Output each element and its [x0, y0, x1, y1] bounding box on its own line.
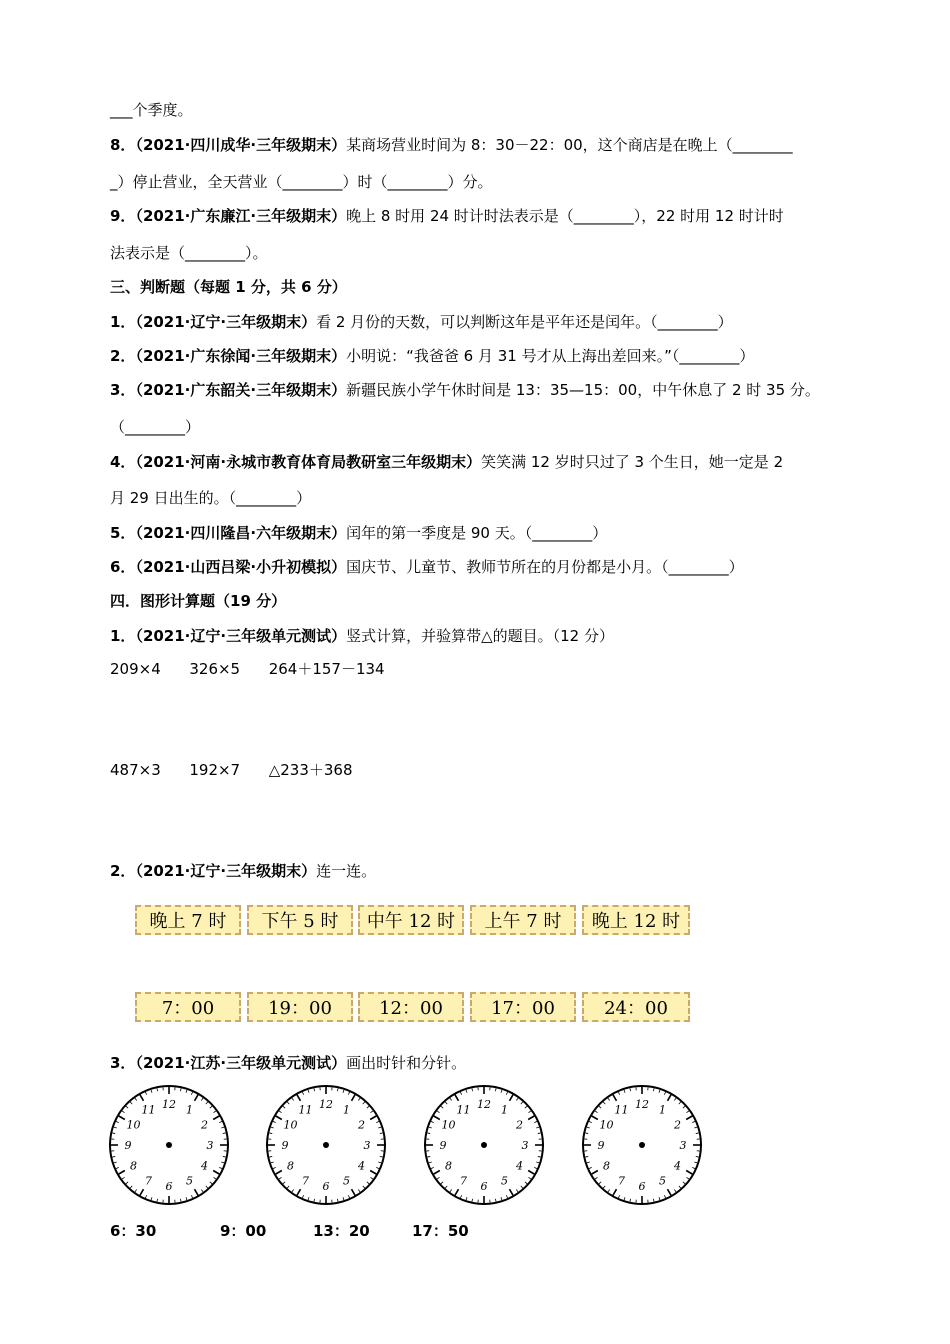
clock-number: 3 — [521, 1139, 529, 1152]
judge-2 — [110, 346, 754, 366]
clock-number: 7 — [302, 1174, 309, 1188]
calc-question-1 — [110, 626, 614, 646]
clock-face-2[interactable] — [264, 1083, 388, 1207]
c3-source: （2021·江苏·三年级单元测试） — [135, 1054, 347, 1072]
clock-face-1[interactable] — [107, 1083, 231, 1207]
clock-number: 8 — [444, 1159, 452, 1173]
j2-source: （2021·广东徐闻·三年级期末） — [135, 347, 347, 365]
clock-number: 10 — [599, 1118, 614, 1132]
clock-face-3[interactable] — [422, 1083, 546, 1207]
c3-number: 3． — [110, 1054, 136, 1072]
c1-text: 竖式计算，并验算带△的题目。（12 分） — [346, 627, 614, 645]
c1-source: （2021·辽宁·三年级单元测试） — [135, 627, 347, 645]
match-bottom-3[interactable]: 12：00 — [358, 992, 464, 1022]
c2-source: （2021·辽宁·三年级期末） — [135, 862, 317, 880]
j1-source: （2021·辽宁·三年级期末） — [135, 313, 317, 331]
clock-number: 7 — [145, 1174, 152, 1188]
j5-source: （2021·四川隆昌·六年级期末） — [135, 524, 347, 542]
j3-number: 3． — [110, 381, 136, 399]
clock-number: 10 — [126, 1118, 141, 1132]
time-label-2: 9：00 — [220, 1222, 267, 1240]
q9-source: （2021·广东廉江·三年级期末） — [135, 207, 347, 225]
match-top-1[interactable]: 晚上 7 时 — [135, 905, 241, 935]
clock-number: 10 — [441, 1118, 456, 1132]
match-bottom-2[interactable]: 19：00 — [247, 992, 353, 1022]
match-top-4[interactable]: 上午 7 时 — [470, 905, 576, 935]
clock-number: 12 — [162, 1098, 176, 1111]
c1-number: 1． — [110, 627, 136, 645]
clock-number: 7 — [460, 1174, 467, 1188]
line-quarter: ___个季度。 — [110, 101, 193, 119]
clock-number: 9 — [281, 1139, 289, 1152]
clock-number: 4 — [674, 1159, 682, 1173]
clock-center-dot — [323, 1142, 329, 1148]
clock-number: 5 — [186, 1174, 193, 1188]
j3-text: 新疆民族小学午休时间是 13：35—15：00，中午休息了 2 时 35 分。 — [346, 381, 820, 399]
clock-number: 11 — [141, 1103, 156, 1117]
c2-text: 连一连。 — [316, 862, 377, 880]
clock-center-dot — [166, 1142, 172, 1148]
match-bottom-4[interactable]: 17：00 — [470, 992, 576, 1022]
clock-number: 3 — [206, 1139, 214, 1152]
clock-number: 3 — [679, 1139, 687, 1152]
clock-number: 11 — [614, 1103, 629, 1117]
time-label-1: 6：30 — [110, 1222, 157, 1240]
q9-number: 9． — [110, 207, 136, 225]
clock-number: 8 — [602, 1159, 610, 1173]
match-top-5[interactable]: 晚上 12 时 — [582, 905, 690, 935]
c2-number: 2． — [110, 862, 136, 880]
clock-number: 11 — [298, 1103, 313, 1117]
clock-center-dot — [481, 1142, 487, 1148]
clock-number: 11 — [456, 1103, 471, 1117]
clock-number: 6 — [480, 1180, 488, 1193]
j5-text: 闰年的第一季度是 90 天。（________） — [346, 524, 608, 542]
clock-number: 2 — [516, 1118, 524, 1132]
time-label-4: 17：50 — [412, 1222, 469, 1240]
clock-number: 7 — [618, 1174, 625, 1188]
question-9 — [110, 206, 784, 226]
judge-3-answer: （________） — [110, 418, 201, 436]
clock-number: 2 — [201, 1118, 209, 1132]
clock-number: 1 — [501, 1103, 508, 1117]
match-top-3[interactable]: 中午 12 时 — [358, 905, 464, 935]
clock-number: 4 — [516, 1159, 524, 1173]
j6-source: （2021·山西吕梁·小升初模拟） — [135, 558, 347, 576]
clock-number: 3 — [363, 1139, 371, 1152]
judge-5 — [110, 523, 607, 543]
j1-number: 1． — [110, 313, 136, 331]
clock-number: 1 — [186, 1103, 193, 1117]
j4-source: （2021·河南·永城市教育体育局教研室三年级期末） — [135, 453, 482, 471]
clock-number: 1 — [343, 1103, 350, 1117]
judge-6 — [110, 557, 744, 577]
j1-text: 看 2 月份的天数，可以判断这年是平年还是闰年。（________） — [316, 313, 733, 331]
clock-number: 10 — [283, 1118, 298, 1132]
j3-source: （2021·广东韶关·三年级期末） — [135, 381, 347, 399]
q9-continued: 法表示是（________）。 — [110, 244, 268, 262]
clock-number: 12 — [635, 1098, 649, 1111]
clock-number: 12 — [319, 1098, 333, 1111]
clock-number: 8 — [129, 1159, 137, 1173]
clock-number: 4 — [358, 1159, 366, 1173]
clock-number: 9 — [439, 1139, 447, 1152]
judge-4-continued: 月 29 日出生的。（________） — [110, 489, 312, 507]
j6-number: 6． — [110, 558, 136, 576]
clock-number: 6 — [322, 1180, 330, 1193]
section-4-title: 四．图形计算题（19 分） — [110, 592, 287, 610]
clock-number: 2 — [358, 1118, 366, 1132]
question-8 — [110, 135, 793, 155]
section-3-title: 三、判断题（每题 1 分，共 6 分） — [110, 278, 347, 296]
clock-number: 5 — [501, 1174, 508, 1188]
match-bottom-1[interactable]: 7：00 — [135, 992, 241, 1022]
q8-text: 某商场营业时间为 8：30－22：00，这个商店是在晚上（________ — [346, 136, 793, 154]
match-top-2[interactable]: 下午 5 时 — [247, 905, 353, 935]
q9-text: 晚上 8 时用 24 时计时法表示是（________），22 时用 12 时计时 — [346, 207, 784, 225]
calc-question-2 — [110, 861, 376, 881]
j5-number: 5． — [110, 524, 136, 542]
calc-row-2: 487×3 192×7 △233＋368 — [110, 761, 353, 779]
calc-question-3 — [110, 1053, 466, 1073]
time-label-3: 13：20 — [313, 1222, 370, 1240]
clock-number: 5 — [343, 1174, 350, 1188]
q8-continued: _）停止营业，全天营业（________）时（________）分。 — [110, 173, 493, 191]
match-bottom-5[interactable]: 24：00 — [582, 992, 690, 1022]
j4-number: 4． — [110, 453, 136, 471]
clock-number: 6 — [165, 1180, 173, 1193]
j4-text: 笑笑满 12 岁时只过了 3 个生日，她一定是 2 — [481, 453, 784, 471]
clock-center-dot — [639, 1142, 645, 1148]
j2-text: 小明说：“我爸爸 6 月 31 号才从上海出差回来。”（________） — [346, 347, 755, 365]
judge-1 — [110, 312, 733, 332]
clock-number: 2 — [674, 1118, 682, 1132]
clock-number: 4 — [201, 1159, 209, 1173]
judge-3 — [110, 380, 820, 400]
clock-number: 9 — [597, 1139, 605, 1152]
q8-source: （2021·四川成华·三年级期末） — [135, 136, 347, 154]
clock-number: 1 — [659, 1103, 666, 1117]
j6-text: 国庆节、儿童节、教师节所在的月份都是小月。（________） — [346, 558, 744, 576]
clock-number: 5 — [659, 1174, 666, 1188]
judge-4 — [110, 452, 783, 472]
clock-number: 9 — [124, 1139, 132, 1152]
c3-text: 画出时针和分针。 — [346, 1054, 467, 1072]
calc-row-1: 209×4 326×5 264＋157－134 — [110, 660, 385, 678]
q8-number: 8． — [110, 136, 136, 154]
clock-face-4[interactable] — [580, 1083, 704, 1207]
j2-number: 2． — [110, 347, 136, 365]
clock-number: 8 — [286, 1159, 294, 1173]
clock-number: 6 — [638, 1180, 646, 1193]
clock-number: 12 — [477, 1098, 491, 1111]
